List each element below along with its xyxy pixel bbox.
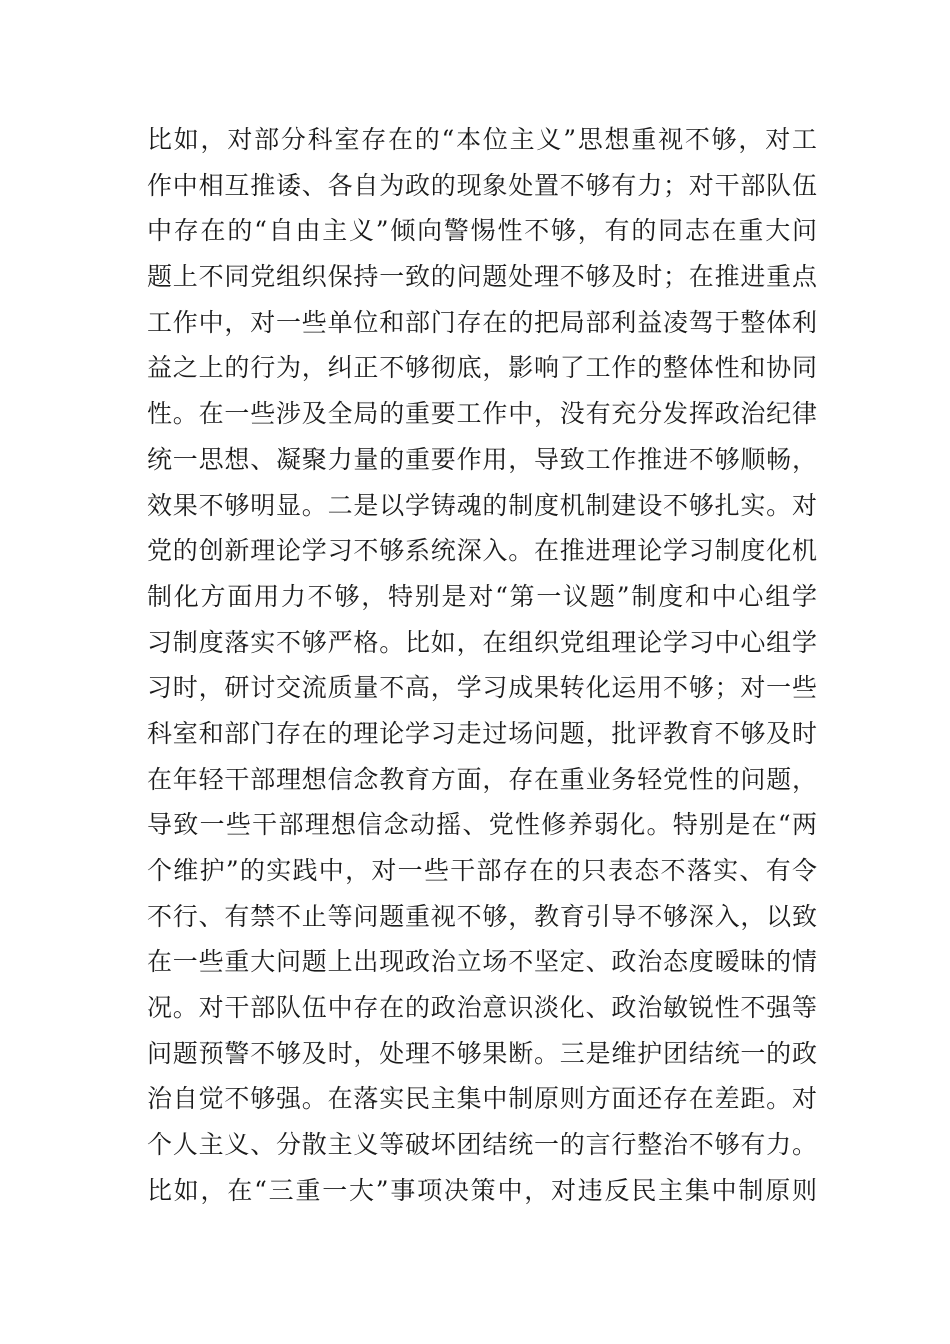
text-line: 导致一些干部理想信念动摇、党性修养弱化。特别是在“两 bbox=[147, 810, 817, 840]
text-line: 比如，在“三重一大”事项决策中，对违反民主集中制原则 bbox=[147, 1175, 817, 1205]
text-line: 问题预警不够及时，处理不够果断。三是维护团结统一的政 bbox=[147, 1038, 817, 1068]
text-line: 在一些重大问题上出现政治立场不坚定、政治态度暧昧的情 bbox=[147, 947, 817, 977]
text-line: 题上不同党组织保持一致的问题处理不够及时；在推进重点 bbox=[147, 262, 817, 292]
text-line: 益之上的行为，纠正不够彻底，影响了工作的整体性和协同 bbox=[147, 353, 817, 383]
text-line: 统一思想、凝聚力量的重要作用，导致工作推进不够顺畅， bbox=[147, 444, 817, 474]
body-text bbox=[147, 117, 817, 1214]
text-line: 治自觉不够强。在落实民主集中制原则方面还存在差距。对 bbox=[147, 1084, 817, 1114]
text-line: 工作中，对一些单位和部门存在的把局部利益凌驾于整体利 bbox=[147, 307, 817, 337]
text-line: 习时，研讨交流质量不高，学习成果转化运用不够；对一些 bbox=[147, 673, 817, 703]
text-line: 比如，对部分科室存在的“本位主义”思想重视不够，对工 bbox=[147, 125, 817, 154]
text-line: 个维护”的实践中，对一些干部存在的只表态不落实、有令 bbox=[147, 856, 817, 885]
text-line: 不行、有禁不止等问题重视不够，教育引导不够深入，以致 bbox=[147, 901, 817, 931]
text-line: 科室和部门存在的理论学习走过场问题，批评教育不够及时 bbox=[147, 718, 817, 748]
text-line: 在年轻干部理想信念教育方面，存在重业务轻党性的问题， bbox=[147, 764, 817, 794]
text-line: 况。对干部队伍中存在的政治意识淡化、政治敏锐性不强等 bbox=[147, 993, 817, 1023]
text-line: 党的创新理论学习不够系统深入。在推进理论学习制度化机 bbox=[147, 536, 817, 566]
text-line: 性。在一些涉及全局的重要工作中，没有充分发挥政治纪律 bbox=[147, 399, 817, 429]
text-line: 作中相互推诿、各自为政的现象处置不够有力；对干部队伍 bbox=[147, 170, 817, 200]
text-line: 个人主义、分散主义等破坏团结统一的言行整治不够有力。 bbox=[147, 1130, 817, 1160]
text-line: 制化方面用力不够，特别是对“第一议题”制度和中心组学 bbox=[147, 581, 817, 611]
text-line: 效果不够明显。二是以学铸魂的制度机制建设不够扎实。对 bbox=[147, 490, 817, 520]
text-line: 中存在的“自由主义”倾向警惕性不够，有的同志在重大问 bbox=[147, 216, 817, 246]
text-line: 习制度落实不够严格。比如，在组织党组理论学习中心组学 bbox=[147, 627, 817, 657]
